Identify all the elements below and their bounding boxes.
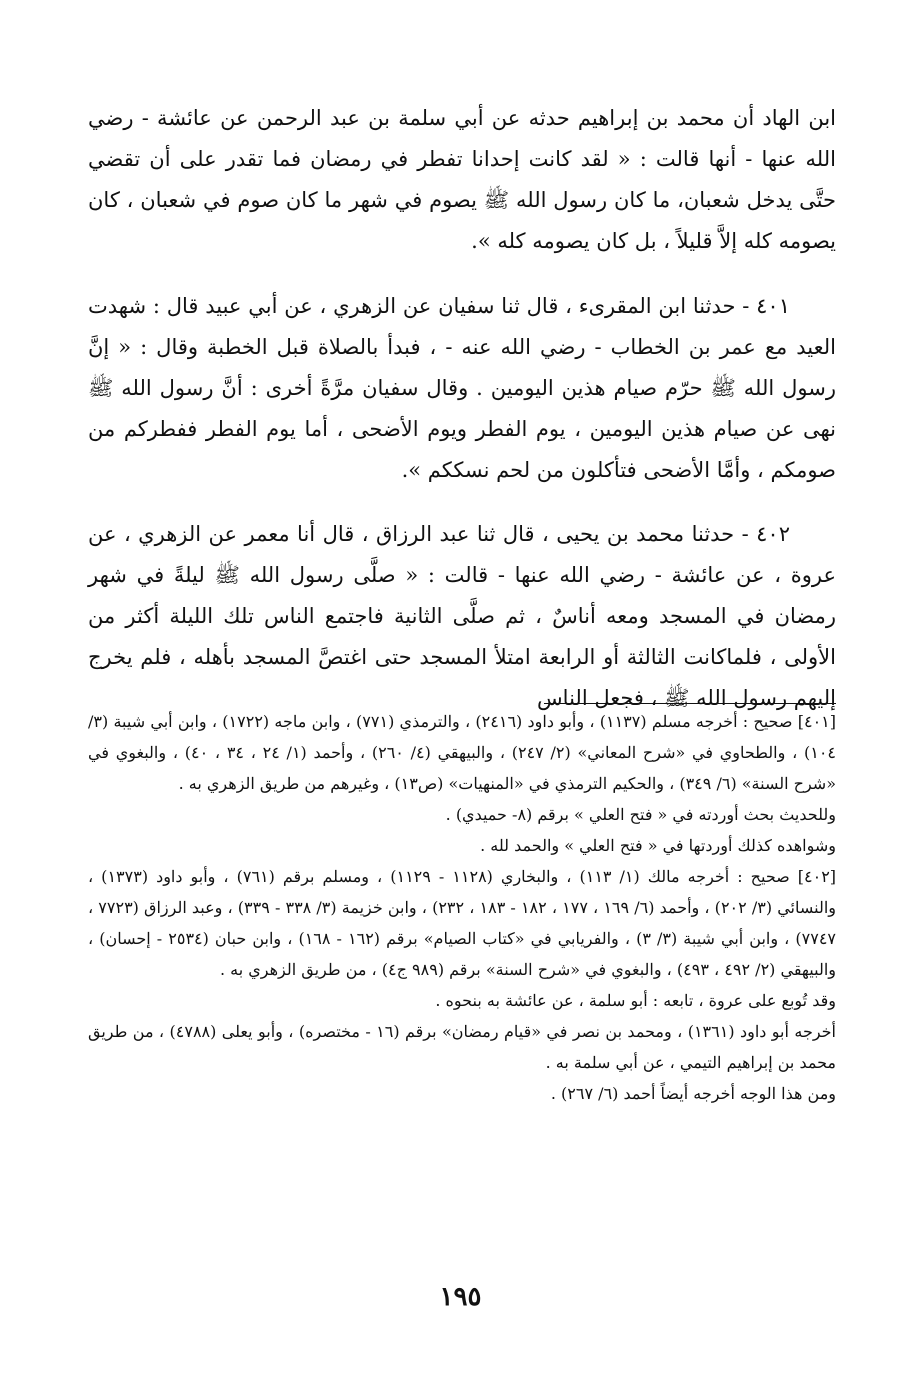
footnote-401: [٤٠١] صحيح : أخرجه مسلم (١١٣٧) ، وأبو داود (٢٤١٦) ، والترمذي (٧٧١) ، وابن ماجه (١٧٢٢) ، وابن أبي شيبة (٣/ ١٠٤) ، والطحاوي في «شرح المعاني» (٢/ ٢٤٧) ، والبيهقي (٤/ ٢٦٠) ، وأحمد (١/ ٢٤ ، ٣٤ ، ٤٠) ، والبغوي في «شرح السنة» (٦/ ٣٤٩) ، والحكيم الترمذي في «المنهيات» (ص١٣) ، وغيرهم من طريق الزهري به . — [88, 712, 836, 793]
main-text-section — [88, 286, 836, 491]
footnote-line: أخرجه أبو داود (١٣٦١) ، ومحمد بن نصر في «قيام رمضان» برقم (١٦ - مختصره) ، وأبو يعلى (٤٧٨٨) ، من طريق محمد بن إبراهيم التيمي ، عن أبي سلمة به . — [88, 1022, 837, 1072]
footnote-divider — [544, 703, 836, 704]
main-text-section — [88, 98, 836, 262]
hadith-402-paragraph: ٤٠٢ - حدثنا محمد بن يحيى ، قال ثنا عبد الرزاق ، قال أنا معمر عن الزهري ، عن عروة ، عن عائشة - رضي الله عنها - قالت : « صلَّى رسول الله ﷺ ليلةً في شهر رمضان في المسجد ومعه أناسٌ ، ثم صلَّى الثانية فاجتمع الناس تلك الليلة أكثر من الأولى ، فلماكانت الثالثة أو الرابعة امتلأ المسجد حتى اغتصَّ المسجد بأهله ، فلم يخرج إليهم رسول الله ﷺ ، فجعل الناس — [88, 522, 836, 710]
page-number: ١٩٥ — [439, 1282, 482, 1312]
hadith-401-paragraph: ٤٠١ - حدثنا ابن المقرىء ، قال ثنا سفيان عن الزهري ، عن أبي عبيد قال : شهدت العيد مع عمر بن الخطاب - رضي الله عنه - ، فبدأ بالصلاة قبل الخطبة وقال : « إنَّ رسول الله ﷺ حرّم صيام هذين اليومين . وقال سفيان مرَّةً أخرى : أنَّ رسول الله ﷺ نهى عن صيام هذين اليومين ، يوم الفطر ويوم الأضحى ، أما يوم الفطر ففطركم من صومكم ، وأمَّا الأضحى فتأكلون من لحم نسككم ». — [88, 294, 836, 482]
body-paragraph: ابن الهاد أن محمد بن إبراهيم حدثه عن أبي سلمة بن عبد الرحمن عن عائشة - رضي الله عنها - أنها قالت : « لقد كانت إحدانا تفطر في رمضان فما تقدر على أن تقضي حتَّى يدخل شعبان، ما كان رسول الله ﷺ يصوم في شهر ما كان صوم في شعبان ، كان يصومه كله إلاَّ قليلاً ، بل كان يصومه كله ». — [88, 106, 836, 253]
main-text-section — [88, 514, 836, 719]
footnote-line: وقد تُوبع على عروة ، تابعه : أبو سلمة ، عن عائشة به بنحوه . — [435, 991, 836, 1010]
footnote-402: [٤٠٢] صحيح : أخرجه مالك (١/ ١١٣) ، والبخاري (١١٢٨ - ١١٢٩) ، ومسلم برقم (٧٦١) ، وأبو داود (١٣٧٣) ، والنسائي (٣/ ٢٠٢) ، وأحمد (٦/ ١٦٩ ، ١٧٧ ، ١٨٢ - ١٨٣ ، ٢٣٢) ، وابن خزيمة (٣/ ٣٣٨ - ٣٣٩) ، وعبد الرزاق (٧٧٢٣ ، ٧٧٤٧) ، وابن أبي شيبة (٣/ ٣) ، والفريابي في «كتاب الصيام» برقم (١٦٢ - ١٦٨) ، وابن حبان (٢٥٣٤ - إحسان) ، والبيهقي (٢/ ٤٩٢ ، ٤٩٣) ، والبغوي في «شرح السنة» برقم (٩٨٩ ج٤) ، من طريق الزهري به . — [88, 867, 837, 979]
footnotes-section — [88, 706, 836, 1109]
footnote-line: وللحديث بحث أوردته في « فتح العلي » برقم (٨- حميدي) . — [445, 805, 836, 824]
footnote-line: وشواهده كذلك أوردتها في « فتح العلي » والحمد لله . — [480, 836, 836, 855]
footnote-line: ومن هذا الوجه أخرجه أيضاً أحمد (٦/ ٢٦٧) . — [550, 1084, 836, 1103]
